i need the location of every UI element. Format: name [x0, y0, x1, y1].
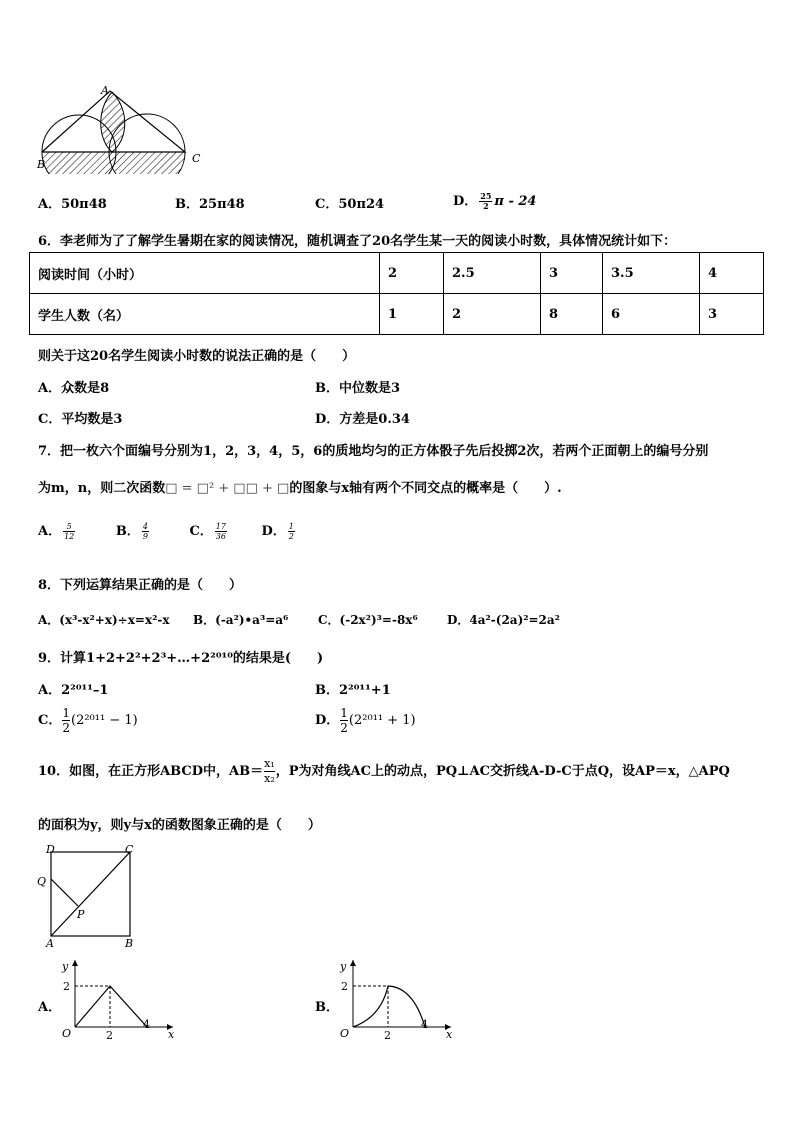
q9-option-a: A．2²⁰¹¹–1	[38, 683, 109, 698]
hatched-region-left	[42, 152, 116, 174]
table-header-cell: 学生人数（名）	[30, 294, 380, 335]
q7-line2-post: 的图象与x轴有两个不同交点的概率是（ ）.	[289, 481, 562, 496]
q6-question: 则关于这20名学生阅读小时数的说法正确的是（ ）	[38, 349, 356, 364]
table-cell: 2.5	[444, 253, 541, 294]
reading-table	[29, 252, 764, 335]
origin-label: O	[62, 1027, 72, 1040]
graph-a-label: A．	[38, 1000, 62, 1015]
q7-line1: 7．把一枚六个面编号分别为1，2，3，4，5，6的质地均匀的正方体骰子先后投掷2次，若两个正面朝上的编号分别	[38, 444, 709, 459]
table-cell: 2	[444, 294, 541, 335]
label-c: C	[125, 843, 134, 856]
graph-a-curve	[75, 986, 147, 1027]
label-a: A	[46, 937, 54, 950]
label-d: D	[46, 843, 55, 856]
y-axis-label: y	[340, 960, 347, 973]
table-cell: 6	[603, 294, 700, 335]
x-tick-label: 2	[384, 1029, 391, 1040]
table-row	[30, 253, 764, 294]
table-cell: 1	[380, 294, 444, 335]
table-cell: 3.5	[603, 253, 700, 294]
q7-option-c: C． $\frac{17}{36}$	[189, 522, 226, 541]
hatched-lens	[101, 92, 125, 152]
q8-option-b: B．(-a²)•a³=a⁶	[193, 613, 289, 627]
q9-stem: 9．计算1+2+2²+2³+…+2²⁰¹⁰的结果是( )	[38, 651, 324, 666]
x-tick-label: 4	[421, 1018, 428, 1031]
q7-option-a: A． $\frac{5}{12}$	[38, 522, 75, 541]
q5-figure	[34, 82, 209, 174]
q7-formula: □ = □² + □□ + □	[165, 481, 290, 496]
q6-stem: 6．李老师为了了解学生暑期在家的阅读情况，随机调查了20名学生某一天的阅读小时数，具体情况统计如下：	[38, 234, 677, 249]
label-q: Q	[37, 875, 47, 888]
q6-option-c: C．平均数是3	[38, 412, 123, 427]
q7-option-b: B． $\frac{4}{9}$	[115, 522, 148, 541]
q5-option-a: A．50π48	[38, 197, 107, 212]
q5-option-b: B．25π48	[175, 197, 245, 212]
q8-option-c: C．(-2x²)³=-8x⁶	[318, 613, 418, 627]
q7-options	[38, 520, 297, 541]
q9-option-d: D． $\frac{1}{2}$ (2²⁰¹¹ + 1)	[315, 706, 416, 735]
label-p: P	[77, 908, 85, 921]
x-tick-label: 2	[106, 1029, 113, 1040]
q9-option-b: B．2²⁰¹¹+1	[315, 683, 391, 698]
q10-line1: 10．如图，在正方形ABCD中，AB＝ $\frac{\text{x₁}}{\text{x₂}}$ ，P为对角线AC上的动点，PQ⊥AC交折线A-D-C于点Q，设AP＝x，△APQ	[38, 757, 730, 785]
q6-option-d: D．方差是0.34	[315, 412, 410, 427]
q8-stem: 8．下列运算结果正确的是（ ）	[38, 578, 243, 593]
graph-a	[55, 955, 185, 1040]
origin-label: O	[340, 1027, 350, 1040]
segment-pq	[51, 879, 78, 906]
q8-option-d: D．4a²-(2a)²=2a²	[447, 613, 560, 627]
q9-option-c: C． $\frac{1}{2}$ (2²⁰¹¹ − 1)	[38, 706, 138, 735]
q5-option-d	[453, 190, 536, 211]
q7-option-d: D． $\frac{1}{2}$	[261, 522, 294, 541]
y-tick-label: 2	[341, 980, 348, 993]
table-cell: 3	[700, 294, 764, 335]
label-c: C	[192, 152, 201, 165]
graph-b	[333, 955, 463, 1040]
q6-option-a: A．众数是8	[38, 381, 110, 396]
x-tick-label: 4	[143, 1018, 150, 1031]
table-header-cell: 阅读时间（小时）	[30, 253, 380, 294]
q10-square-figure	[34, 842, 144, 952]
q7-line2	[38, 477, 562, 496]
q5-d-den: 2	[483, 201, 489, 211]
table-row	[30, 294, 764, 335]
diagonal-ac	[51, 852, 130, 936]
table-cell: 4	[700, 253, 764, 294]
label-b: B	[125, 937, 134, 950]
label-b: B	[37, 158, 46, 171]
graph-b-label: B．	[315, 1000, 339, 1015]
q10-line2: 的面积为y，则y与x的函数图象正确的是（ ）	[38, 818, 321, 833]
q5-option-d-label: D．	[453, 194, 478, 209]
q5-option-c: C．50π24	[315, 197, 385, 212]
x-axis-label: x	[446, 1028, 453, 1040]
hatched-region-right	[109, 152, 185, 174]
graph-b-curve	[353, 986, 425, 1027]
q5-d-num: 25	[480, 191, 492, 201]
table-cell: 8	[541, 294, 603, 335]
q5-d-rest: π - 24	[494, 194, 537, 209]
x-axis-label: x	[168, 1028, 175, 1040]
q7-line2-pre: 为m，n，则二次函数	[38, 481, 166, 496]
y-axis-label: y	[62, 960, 69, 973]
table-cell: 2	[380, 253, 444, 294]
q6-option-b: B．中位数是3	[315, 381, 401, 396]
q8-option-a: A．(x³-x²+x)÷x=x²-x	[38, 613, 170, 627]
table-cell: 3	[541, 253, 603, 294]
label-a: A	[101, 84, 109, 97]
y-tick-label: 2	[63, 980, 70, 993]
